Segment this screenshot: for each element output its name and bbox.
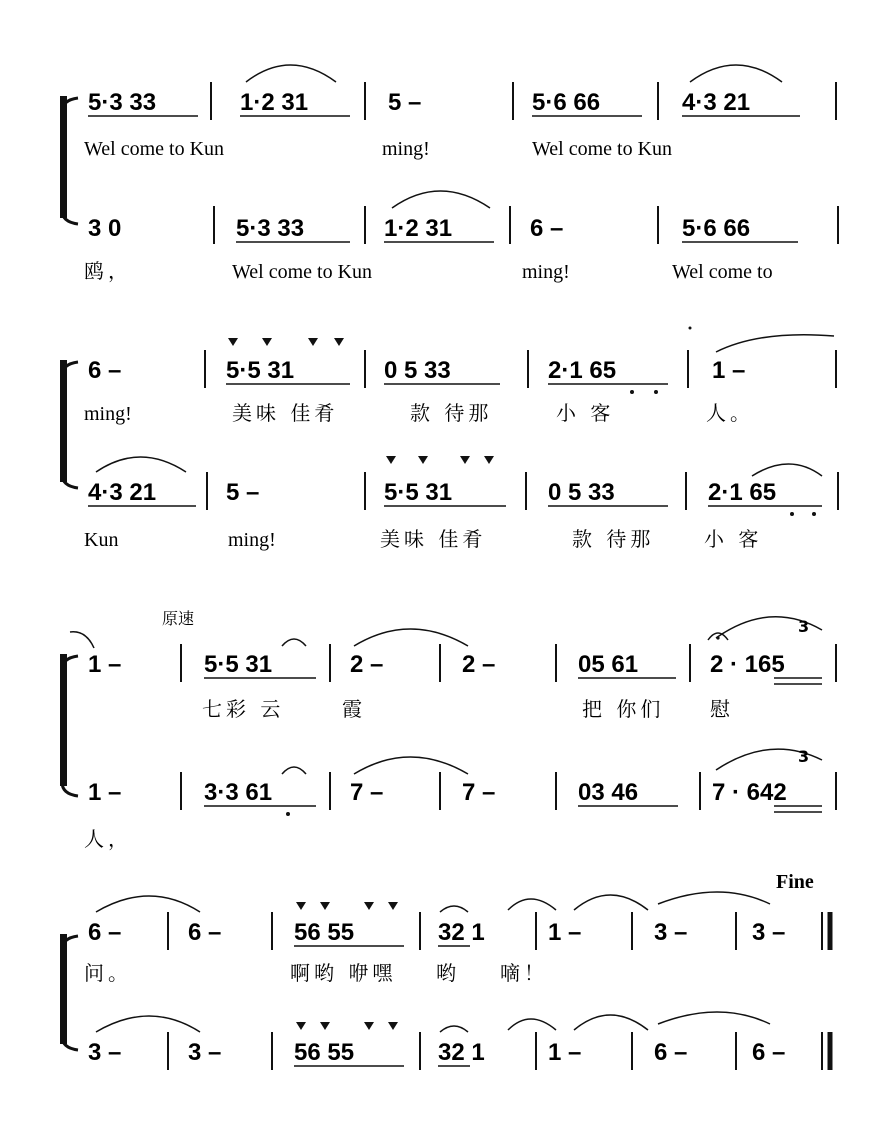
tuplet-mark: 3 [798,747,810,766]
slur [246,65,336,82]
lyric: Wel come to [672,261,773,283]
measure: 1·2 31 [384,215,453,242]
measure: 32 1 [438,919,485,946]
system-1 [60,65,838,283]
slur [574,1015,648,1030]
measure: 1 – [88,779,122,806]
measure: 5·5 31 [226,357,295,384]
measure: 2 · 165 [710,651,785,678]
lyric: Wel come to Kun [532,138,673,160]
measure: 7 – [462,779,496,806]
measure: 5·6 66 [532,89,601,116]
lyric: ming! [522,261,570,283]
slur [70,632,94,648]
system-2 [60,327,838,552]
low-octave-dots [790,512,816,516]
staccato-marks [228,338,344,346]
slur [716,335,834,352]
measure: 5·3 33 [88,89,157,116]
measure: 5·6 66 [682,215,751,242]
lyric: 美味 佳肴 [232,401,339,425]
lyric: 问。 [84,961,132,985]
measure: 5·5 31 [204,651,273,678]
measure: 4·3 21 [682,89,751,116]
measure: 6 – [752,1039,786,1066]
lyric: 啊哟 咿嘿 [290,961,397,985]
slur [96,896,200,912]
slur [574,895,648,910]
tie [508,899,556,910]
measure: 6 – [530,215,564,242]
fermata-dot [716,636,719,639]
lyric: 款 待那 [410,401,493,425]
lyric: 款 待那 [572,527,655,551]
slur [658,1012,770,1024]
system-bracket [60,360,67,482]
tie [440,1026,468,1032]
lyric: 小 客 [556,401,615,425]
measure: 3 – [88,1039,122,1066]
measure: 05 61 [578,651,639,678]
measure: 7 – [350,779,384,806]
slur [658,892,770,904]
tie [508,1019,556,1030]
tempo-mark: 原速 [162,609,195,628]
measure: 1 – [712,357,746,384]
measure: 3 0 [88,215,122,242]
measure: 2 – [462,651,496,678]
lyric: 哟 [436,961,460,985]
lyric: 慰 [710,697,734,721]
measure: 7 · 642 [712,779,787,806]
low-octave-dots [630,390,658,394]
lyric: ming! [228,529,276,551]
measure: 6 – [88,357,122,384]
staccato-marks [296,902,398,910]
measure: 1·2 31 [240,89,309,116]
measure: 3 – [654,919,688,946]
system-bracket [60,654,67,786]
lyric: 七彩 云 [202,697,285,721]
measure: 03 46 [578,779,639,806]
lyric: Wel come to Kun [84,138,225,160]
measure: 5 – [388,89,422,116]
lyric: 美味 佳肴 [380,527,487,551]
measure: 0 5 33 [384,357,451,384]
measure: 5·5 31 [384,479,453,506]
measure: 1 – [548,919,582,946]
lyric: ming! [382,138,430,160]
tie [282,767,306,774]
system-bracket [60,96,67,218]
slur [392,191,490,208]
measure: 6 – [188,919,222,946]
lyric: 把 你们 [582,697,665,721]
lyric: Wel come to Kun [232,261,373,283]
measure: 2·1 65 [548,357,617,384]
measure: 1 – [548,1039,582,1066]
slur [354,629,468,646]
lyric: 霞 [342,697,366,721]
dot [689,327,692,330]
staccato-marks [386,456,494,464]
slur [752,464,822,476]
measure: 0 5 33 [548,479,615,506]
lyric: 人， [84,827,132,851]
system-bracket [60,934,67,1044]
slur [96,457,186,472]
measure: 1 – [88,651,122,678]
lyric: 嘀！ [500,961,548,985]
measure: 6 – [88,919,122,946]
lyric: 鸥， [84,259,132,283]
measure: 2 – [350,651,384,678]
measure: 3 – [752,919,786,946]
lyric: ming! [84,403,132,425]
lyric: 人。 [706,401,754,425]
lyric: 小 客 [704,527,763,551]
measure: 2·1 65 [708,479,777,506]
measure: 5 – [226,479,260,506]
measure: 4·3 21 [88,479,157,506]
slur [690,65,782,82]
measure: 3·3 61 [204,779,273,806]
measure: 5·3 33 [236,215,305,242]
measure: 6 – [654,1039,688,1066]
tuplet-mark: 3 [798,617,810,636]
slur [354,757,468,774]
slur [96,1016,200,1032]
staccato-marks [296,1022,398,1030]
measure: 32 1 [438,1039,485,1066]
measure: 56 55 [294,919,355,946]
measure: 56 55 [294,1039,355,1066]
tie [282,639,306,646]
system-3 [60,609,836,851]
low-octave-dots [286,812,290,816]
tie [440,906,468,912]
end-mark: Fine [776,871,814,893]
system-4 [60,871,830,1070]
lyric: Kun [84,529,119,551]
measure: 3 – [188,1039,222,1066]
